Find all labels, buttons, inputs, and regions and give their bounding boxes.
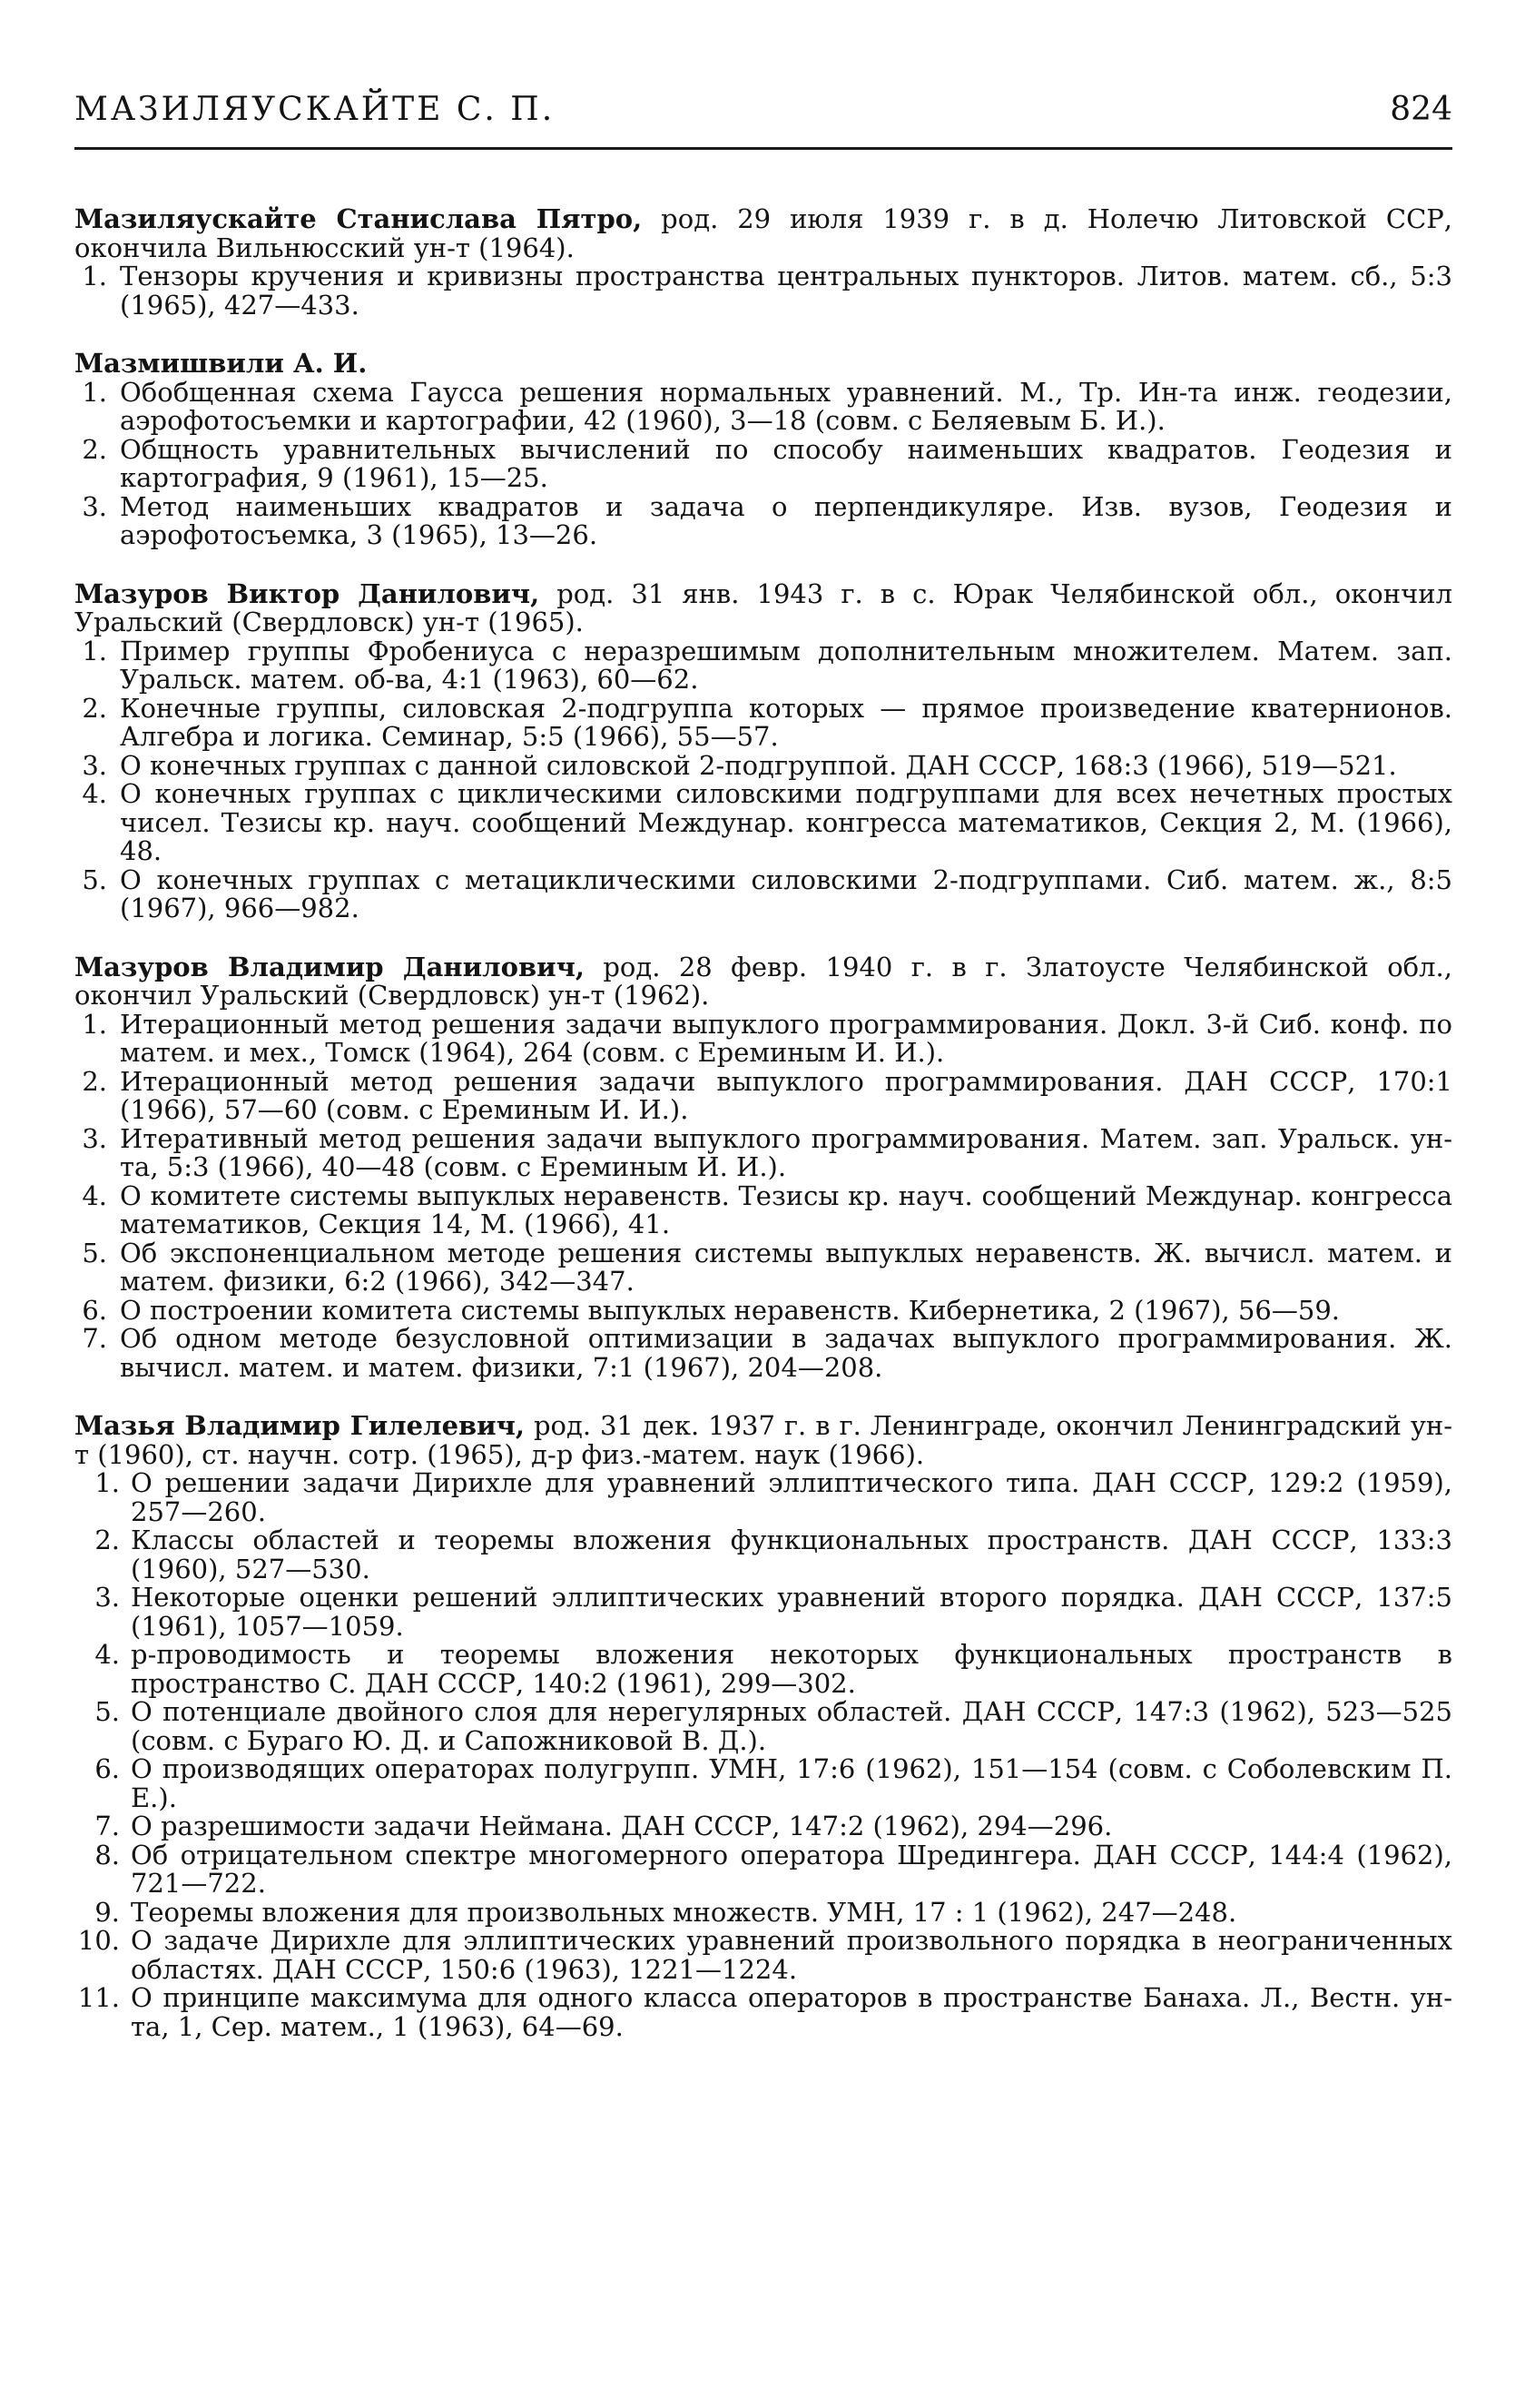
reference-text: О потенциале двойного слоя для нерегулярных областей. ДАН СССР, 147:3 (1962), 523—525 (совм. с Бураго Ю. Д. и Сапожниковой В. Д.).: [131, 1696, 1452, 1756]
reference-text: Итерационный метод решения задачи выпуклого программирования. Докл. 3-й Сиб. конф. по матем. и мех., Томск (1964), 264 (совм. с Ереминым И. И.).: [120, 1008, 1452, 1068]
reference-item: [74, 1469, 1452, 1526]
author-name: Мазья Владимир Гилелевич,: [74, 1410, 526, 1441]
reference-number: 4.: [94, 1639, 120, 1670]
reference-text: Конечные группы, силовская 2-подгруппа которых — прямое произведение кватернионов. Алгебра и логика. Семинар, 5:5 (1966), 55—57.: [120, 692, 1452, 752]
reference-text: О решении задачи Дирихле для уравнений эллиптического типа. ДАН СССР, 129:2 (1959), 257—260.: [131, 1467, 1452, 1527]
reference-item: [74, 692, 1452, 752]
running-head: [74, 84, 1452, 134]
reference-number: 8.: [94, 1839, 120, 1870]
bibliography-entry: [74, 1412, 1452, 2041]
reference-text: О комитете системы выпуклых неравенств. Тезисы кр. науч. сообщений Междунар. конгресса математиков, Секция 14, М. (1966), 41.: [120, 1179, 1452, 1239]
reference-item: [74, 637, 1452, 695]
bibliography-entry: [74, 350, 1452, 550]
reference-number: 6.: [82, 1294, 107, 1326]
reference-item: [74, 1641, 1452, 1698]
reference-number: 2.: [82, 433, 107, 465]
page: [74, 84, 1453, 2042]
reference-item: [74, 1896, 1452, 1928]
reference-number: 1.: [82, 635, 107, 666]
reference-text: Итеративный метод решения задачи выпуклого программирования. Матем. зап. Уральск. ун-та, 5:3 (1966), 40—48 (совм. с Ереминым И. И.).: [120, 1122, 1452, 1182]
reference-list: [74, 1008, 1452, 1383]
reference-text: О задаче Дирихле для эллиптических уравнений произвольного порядка в неограниченных областях. ДАН СССР, 150:6 (1963), 1221—1224.: [131, 1925, 1452, 1985]
reference-number: 2.: [82, 692, 107, 724]
reference-item: [74, 866, 1452, 923]
reference-item: [74, 1812, 1452, 1841]
reference-list: [74, 262, 1452, 320]
header-rule: [74, 147, 1452, 150]
reference-number: 4.: [82, 1179, 107, 1211]
reference-text: Классы областей и теоремы вложения функциональных пространств. ДАН СССР, 133:3 (1960), 527—530.: [131, 1525, 1452, 1584]
reference-item: [74, 1065, 1452, 1125]
reference-text: Об экспоненциальном методе решения системы выпуклых неравенств. Ж. вычисл. матем. и матем. физики, 6:2 (1966), 342—347.: [120, 1237, 1452, 1297]
running-head-title: МАЗИЛЯУСКАЙТЕ С. П.: [74, 91, 556, 128]
reference-number: 1.: [94, 1467, 120, 1498]
author-name: Мазмишвили А. И.: [74, 348, 368, 379]
reference-number: 1.: [82, 376, 107, 408]
reference-item: [74, 490, 1452, 550]
reference-text: О разрешимости задачи Неймана. ДАН СССР, 147:2 (1962), 294—296.: [131, 1811, 1113, 1841]
author-name: Мазуров Владимир Данилович,: [74, 951, 585, 982]
reference-text: Об одном методе безусловной оптимизации в задачах выпуклого программирования. Ж. вычисл. матем. и матем. физики, 7:1 (1967), 204—208.: [120, 1323, 1452, 1383]
reference-item: [74, 1584, 1452, 1641]
reference-number: 5.: [82, 1237, 107, 1268]
reference-number: 3.: [82, 749, 107, 781]
reference-number: 11.: [77, 1982, 120, 2013]
reference-number: 1.: [82, 1008, 107, 1040]
reference-number: 5.: [94, 1696, 120, 1727]
reference-text: О конечных группах с метациклическими силовскими 2-подгруппами. Сиб. матем. ж., 8:5 (1967), 966—982.: [120, 864, 1452, 923]
reference-item: [74, 262, 1452, 320]
author-name: Мазиляускайте Станислава Пятро,: [74, 203, 643, 234]
reference-text: Итерационный метод решения задачи выпуклого программирования. ДАН СССР, 170:1 (1966), 57—60 (совм. с Ереминым И. И.).: [120, 1065, 1452, 1125]
entry-heading: [74, 953, 1452, 1011]
bibliography-entry: [74, 577, 1453, 923]
page-number: 824: [1390, 91, 1452, 128]
reference-number: 3.: [94, 1582, 120, 1613]
reference-item: [74, 1179, 1452, 1239]
reference-text: О принципе максимума для одного класса операторов в пространстве Банаха. Л., Вестн. ун-та, 1, Сер. матем., 1 (1963), 64—69.: [131, 1982, 1452, 2042]
reference-item: [74, 1984, 1452, 2041]
reference-text: О конечных группах с циклическими силовскими подгруппами для всех нечетных простых чисел. Тезисы кр. науч. сообщений Междунар. конгресса математиков, Секция 2, М. (1966), 48.: [120, 778, 1452, 866]
reference-item: [74, 780, 1452, 866]
reference-number: 2.: [94, 1525, 120, 1555]
reference-item: [74, 433, 1452, 493]
reference-list: [74, 1469, 1452, 2041]
reference-text: p-проводимость и теоремы вложения некоторых функциональных пространств в пространство C. ДАН СССР, 140:2 (1961), 299—302.: [131, 1639, 1452, 1699]
reference-number: 2.: [82, 1065, 107, 1097]
entry-heading: [74, 577, 1453, 637]
reference-text: Метод наименьших квадратов и задача о перпендикуляре. Изв. вузов, Геодезия и аэрофотосъемка, 3 (1965), 13—26.: [120, 490, 1452, 550]
reference-number: 6.: [94, 1753, 120, 1784]
reference-item: [74, 1008, 1452, 1068]
reference-number: 3.: [82, 490, 107, 522]
entry-heading: [74, 1412, 1452, 1469]
reference-text: О построении комитета системы выпуклых неравенств. Кибернетика, 2 (1967), 56—59.: [120, 1294, 1340, 1326]
reference-number: 10.: [77, 1925, 120, 1956]
bibliography-entry: [74, 205, 1452, 320]
reference-text: Общность уравнительных вычислений по способу наименьших квадратов. Геодезия и картография, 9 (1961), 15—25.: [120, 433, 1452, 493]
reference-item: [74, 1927, 1452, 1984]
author-bio: род. 31 янв. 1943 г. в с. Юрак Челябинской обл., окончил Уральский (Свердловск) ун-т (1965).: [74, 577, 1453, 637]
reference-number: 7.: [82, 1323, 107, 1354]
author-bio: род. 31 дек. 1937 г. в г. Ленинграде, окончил Ленинградский ун-т (1960), ст. научн. сотр. (1965), д-р физ.-матем. наук (1966).: [74, 1410, 1453, 1470]
reference-text: О производящих операторах полугрупп. УМН, 17:6 (1962), 151—154 (совм. с Соболевским П. Е.).: [131, 1753, 1452, 1813]
reference-item: [74, 1526, 1452, 1584]
reference-list: [74, 637, 1452, 923]
reference-text: Некоторые оценки решений эллиптических уравнений второго порядка. ДАН СССР, 137:5 (1961), 1057—1059.: [131, 1582, 1452, 1642]
reference-text: О конечных группах с данной силовской 2-подгруппой. ДАН СССР, 168:3 (1966), 519—521.: [120, 749, 1397, 781]
reference-text: Теоремы вложения для произвольных множеств. УМН, 17 : 1 (1962), 247—248.: [131, 1896, 1237, 1928]
reference-number: 7.: [94, 1811, 120, 1841]
reference-item: [74, 376, 1452, 436]
reference-item: [74, 1122, 1452, 1182]
reference-item: [74, 1755, 1452, 1812]
reference-number: 5.: [82, 864, 107, 895]
reference-text: Обобщенная схема Гаусса решения нормальных уравнений. М., Тр. Ин-та инж. геодезии, аэрофотосъемки и картографии, 42 (1960), 3—18 (совм. с Беляевым Б. И.).: [120, 376, 1452, 436]
reference-number: 3.: [82, 1122, 107, 1154]
reference-item: [74, 749, 1452, 781]
reference-text: Тензоры кручения и кривизны пространства центральных пункторов. Литов. матем. сб., 5:3 (1965), 427—433.: [120, 261, 1452, 321]
reference-text: Об отрицательном спектре многомерного оператора Шредингера. ДАН СССР, 144:4 (1962), 721—722.: [131, 1839, 1452, 1899]
author-bio: род. 29 июля 1939 г. в д. Нолечю Литовской ССР, окончила Вильнюсский ун-т (1964).: [74, 203, 1453, 263]
entry-heading: [74, 350, 1452, 379]
reference-text: Пример группы Фробениуса с неразрешимым дополнительным множителем. Матем. зап. Уральск. матем. об-ва, 4:1 (1963), 60—62.: [120, 635, 1452, 695]
author-bio: род. 28 февр. 1940 г. в г. Златоусте Челябинской обл., окончил Уральский (Свердловск) ун-т (1962).: [74, 951, 1452, 1011]
bibliography-entries: [74, 205, 1452, 2041]
bibliography-entry: [74, 953, 1452, 1383]
reference-item: [74, 1294, 1452, 1326]
entry-heading: [74, 205, 1452, 262]
reference-item: [74, 1841, 1452, 1899]
reference-number: 1.: [82, 261, 107, 291]
reference-item: [74, 1239, 1452, 1297]
reference-list: [74, 376, 1452, 550]
reference-number: 4.: [82, 778, 107, 809]
reference-item: [74, 1325, 1452, 1382]
reference-number: 9.: [94, 1896, 120, 1928]
reference-item: [74, 1698, 1452, 1755]
author-name: Мазуров Виктор Данилович,: [74, 577, 540, 609]
